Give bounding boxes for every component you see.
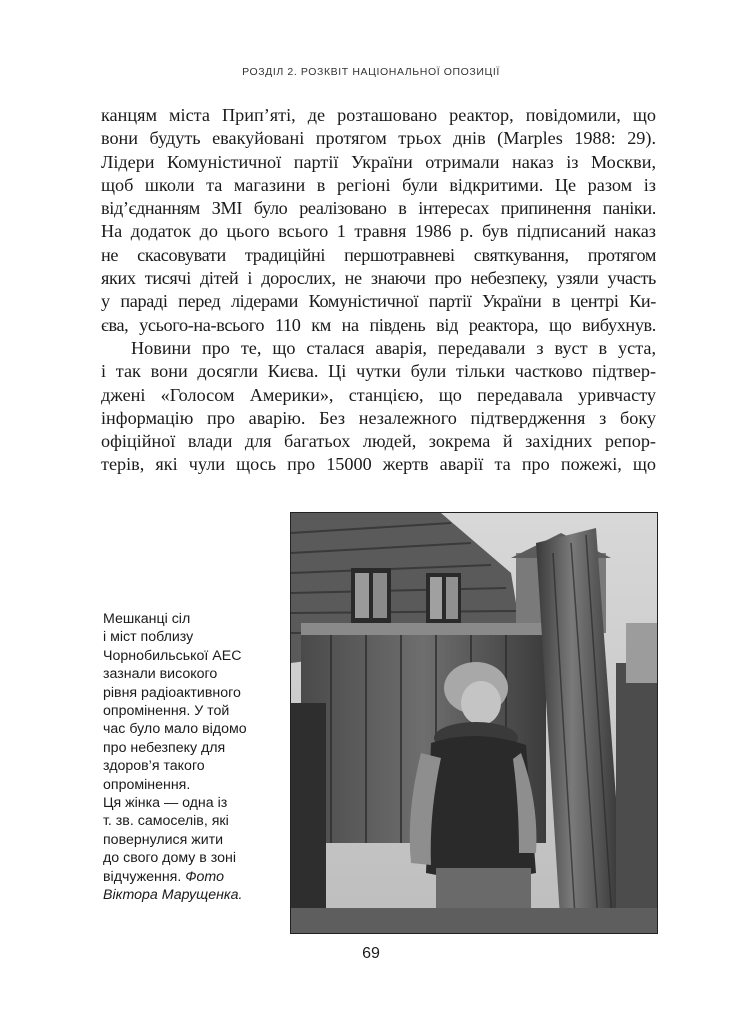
- caption-line: Чорнобильської АЕС: [103, 647, 242, 664]
- caption-line: Мешканці сіл: [103, 611, 191, 627]
- photo-credit: Фото: [185, 868, 224, 885]
- caption-line: Ця жінка — одна із: [103, 795, 228, 812]
- caption-line: рівня радіоактивного: [103, 684, 241, 701]
- photo-credit-author: Віктора Марущенка.: [103, 887, 243, 904]
- text-line: Новини про те, що сталася аварія, передавали з вуст в уста,: [131, 337, 656, 358]
- caption-line: зазнали високого: [103, 666, 218, 683]
- text-line: і так вони досягли Києва. Ці чутки були тільки частково підтвер-: [101, 361, 656, 382]
- photo-illustration: [291, 513, 657, 933]
- text-line: Лідери Комуністичної партії України отримали наказ із Москви,: [101, 151, 656, 172]
- text-line: щоб школи та магазини в регіоні були відкритими. Це разом із: [101, 174, 656, 195]
- photo: [290, 512, 658, 934]
- text-line: терів, які чули щось про 15000 жертв аварії та про пожежі, що: [101, 454, 656, 475]
- text-line: від’єднанням ЗМІ було реалізовано в інтересах припинення паніки.: [101, 198, 656, 219]
- caption-line: час було мало відомо: [103, 721, 247, 738]
- text-line: єва, усього-на-всього 110 км на південь від реактора, що вибухнув.: [101, 314, 656, 335]
- caption-line: повернулися жити: [103, 831, 224, 848]
- caption-line: здоров’я такого: [103, 758, 205, 775]
- text-line: яких тисячі дітей і дорослих, не знаючи про небезпеку, узяли участь: [101, 268, 656, 289]
- photo-caption: [103, 610, 275, 905]
- page-number: 69: [362, 945, 380, 962]
- caption-line: т. зв. самоселів, які: [103, 813, 229, 830]
- text-line: у параді перед лідерами Комуністичної партії України в центрі Ки-: [101, 291, 656, 312]
- text-line: вони будуть евакуйовані протягом трьох днів (Marples 1988: 29).: [101, 128, 656, 149]
- caption-line: опромінення.: [103, 776, 191, 793]
- text-line: канцям міста Прип’яті, де розташовано реактор, повідомили, що: [101, 105, 656, 125]
- running-header: РОЗДІЛ 2. РОЗКВІТ НАЦІОНАЛЬНОЇ ОПОЗИЦІЇ: [242, 66, 500, 78]
- text-line: не скасовувати традиційні першотравневі святкування, протягом: [101, 244, 656, 265]
- caption-line: і міст поблизу: [103, 629, 194, 646]
- text-line: інформацію про аварію. Без незалежного підтвердження з боку: [101, 407, 656, 428]
- caption-line: відчуження.: [103, 868, 182, 885]
- caption-line: до свого дому в зоні: [103, 850, 236, 867]
- caption-line: опромінення. У той: [103, 703, 230, 720]
- text-line: джені «Голосом Америки», станцією, що передавала уривчасту: [101, 384, 656, 405]
- text-line: офіційної влади для багатьох людей, зокрема й західних репор-: [101, 431, 656, 452]
- text-line: На додаток до цього всього 1 травня 1986 р. був підписаний наказ: [101, 221, 656, 242]
- body-text: [101, 104, 656, 477]
- caption-line: про небезпеку для: [103, 739, 226, 756]
- caption-line-with-credit: [103, 868, 275, 886]
